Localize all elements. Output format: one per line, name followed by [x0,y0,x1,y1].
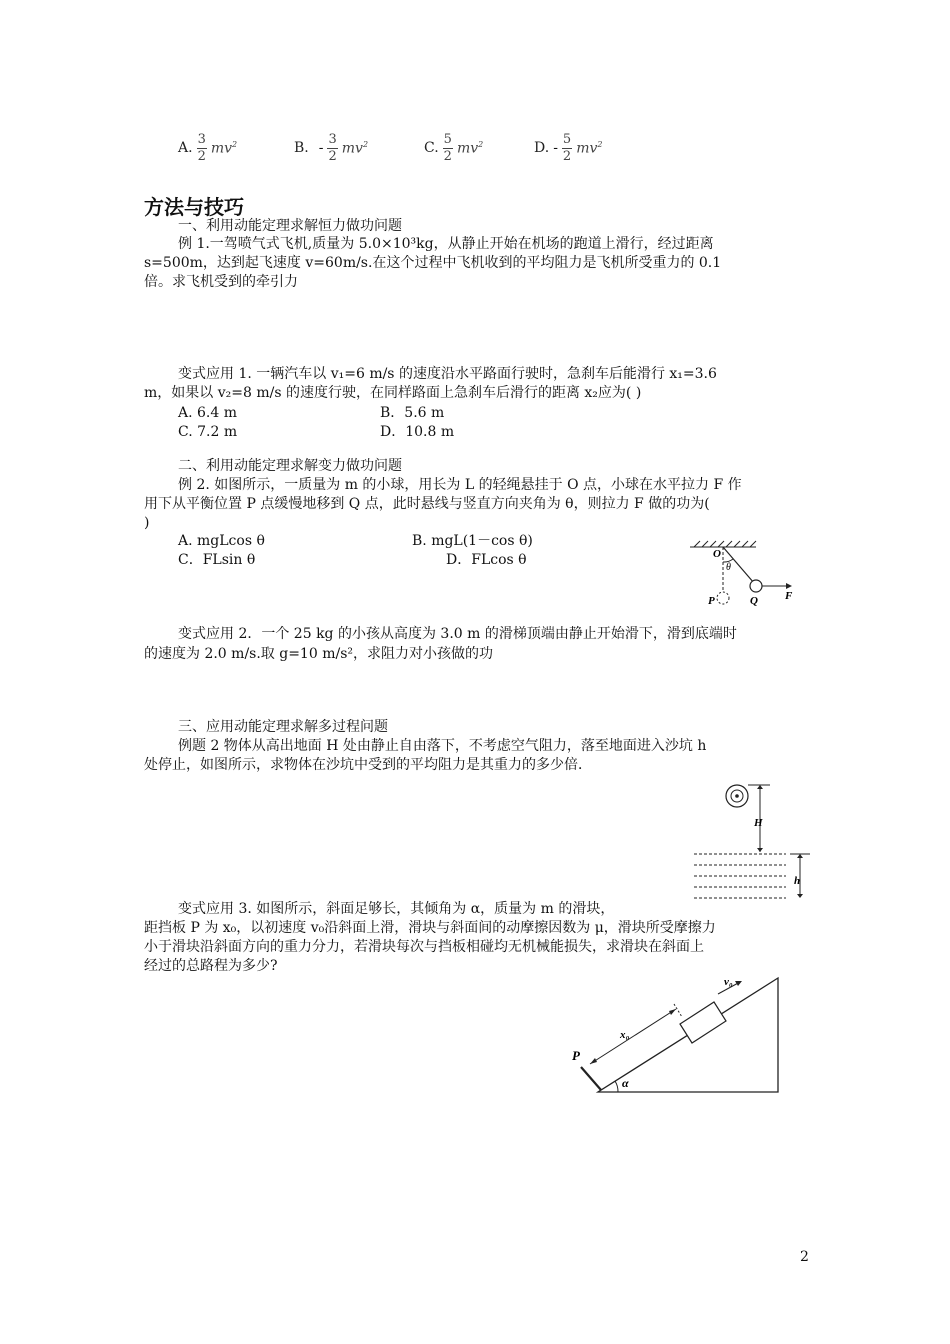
s2-example-line2: 用下从平衡位置 P 点缓慢地移到 Q 点，此时悬线与竖直方向夹角为 θ，则拉力 F 做的功为( [144,496,710,512]
force-arrowhead [786,583,792,589]
option-d-num: 5 [562,131,572,147]
option-d-sign: - [553,140,558,156]
small-h-arrow-up [797,854,803,858]
s1-example-line1: 例 1.一驾喷气式飞机,质量为 5.0×10³kg，从静止开始在机场的跑道上滑行，经过距离 [178,236,714,252]
option-d-fraction [562,132,572,165]
page-number: 2 [800,1249,809,1265]
s1-option-c: C. 7.2 m [178,424,238,440]
mv-text: mv [341,140,363,157]
option-c-label: C. [424,140,439,156]
s1-example-line2: s=500m，达到起飞速度 v=60m/s.在这个过程中飞机收到的平均阻力是飞机所受重力的 0.1 [144,255,722,271]
s1-variant-line1: 变式应用 1. 一辆汽车以 v₁=6 m/s 的速度沿水平路面行驶时，急刹车后能滑行 x₁=3.6 [178,366,717,382]
s3-variant-line4: 经过的总路程为多少? [144,958,278,974]
option-c-num: 5 [443,131,452,147]
label-o: O [713,548,721,560]
option-b [294,132,424,165]
s2-option-c: C．FLsin θ [178,552,256,568]
h-arrow-down [757,848,763,852]
s3-variant-line2: 距挡板 P 为 x₀，以初速度 v₀沿斜面上滑，滑块与斜面间的动摩擦因数为 μ，滑块所受摩擦力 [144,920,716,936]
s3-heading: 三、应用动能定理求解多过程问题 [178,719,388,735]
s2-option-b: B. mgL(1－cos θ) [412,533,533,549]
x0-dim-line [590,1009,676,1064]
s3-variant-line1: 变式应用 3. 如图所示，斜面足够长，其倾角为 α，质量为 m 的滑块， [178,901,615,917]
top-options-row [178,126,602,170]
x0-arrow-right [669,1009,676,1015]
s1-heading: 一、利用动能定理求解恒力做功问题 [178,218,402,234]
option-a-mv [211,140,237,157]
option-c-mv [457,140,483,157]
s1-example-line3: 倍。求飞机受到的牵引力 [144,274,298,290]
option-b-label: B. [294,140,309,156]
option-b-mv [342,140,368,157]
mv-text: mv [576,140,598,157]
incline-figure [568,964,788,1096]
label-alpha: α [622,1076,629,1090]
label-p: P [708,595,715,607]
s3-example-line2: 处停止，如图所示，求物体在沙坑中受到的平均阻力是其重力的多少倍． [144,757,592,773]
label-small-h: h [794,875,801,887]
option-a-fraction [197,132,207,165]
s2-option-a: A. mgLcos θ [178,533,265,549]
mv-exp: 2 [232,139,238,149]
option-b-num: 3 [328,131,337,147]
s2-example-line1: 例 2. 如图所示，一质量为 m 的小球，用长为 L 的轻绳悬挂于 O 点，小球在水平拉力 F 作 [178,477,742,493]
barrier-p [581,1067,601,1090]
s3-variant-line3: 小于滑块沿斜面方向的重力分力，若滑块每次与挡板相碰均无机械能损失，求滑块在斜面上 [144,939,704,955]
option-b-sign: - [318,140,324,156]
option-b-fraction [327,132,337,165]
mv-text: mv [456,140,479,157]
object-dot [735,794,739,798]
label-v0: v₀ [724,976,733,988]
option-c-den: 2 [443,148,452,164]
label-big-h: H [754,817,763,829]
label-theta: θ [726,562,731,573]
alpha-arc [615,1081,618,1092]
pendulum-figure [686,538,810,612]
label-f: F [785,590,793,602]
s2-option-d: D．FLcos θ [446,552,527,568]
s2-variant-line2: 的速度为 2.0 m/s.取 g=10 m/s²，求阻力对小孩做的功 [144,646,493,662]
label-q: Q [750,595,758,607]
x0-tick [674,1004,682,1017]
slider-block [680,1002,726,1043]
ball-p [717,592,729,604]
s1-option-a: A. 6.4 m [178,405,238,421]
s1-variant-line2: m，如果以 v₂=8 m/s 的速度行驶，在同样路面上急刹车后滑行的距离 x₂应为( ) [144,385,642,401]
s2-variant-line1: 变式应用 2．一个 25 kg 的小孩从高度为 3.0 m 的滑梯顶端由静止开始滑下，滑到底端时 [178,626,737,642]
x0-arrow-left [590,1058,597,1064]
s2-heading: 二、利用动能定理求解变力做功问题 [178,458,402,474]
s1-option-b: B．5.6 m [380,405,445,421]
option-a-den: 2 [197,148,206,164]
option-d-mv [576,140,602,157]
sand-lines [694,854,786,898]
option-a [178,132,294,165]
mv-exp: 2 [362,139,369,149]
option-d-label: D. [534,140,550,156]
section-title: 方法与技巧 [144,195,244,219]
small-h-arrow-down [797,894,803,898]
label-incline-p: P [572,1048,580,1063]
ceiling-hatch [690,541,756,547]
option-a-num: 3 [197,131,206,147]
v0-arrowhead [735,981,742,986]
option-d [534,132,602,165]
option-d-den: 2 [562,148,572,164]
sandpit-figure [690,772,814,906]
mv-text: mv [210,140,233,157]
mv-exp: 2 [478,139,484,149]
label-x0: x₀ [620,1029,630,1041]
option-c-fraction [443,132,453,165]
s1-option-d: D．10.8 m [380,424,455,440]
s3-example-line1: 例题 2 物体从高出地面 H 处由静止自由落下，不考虑空气阻力，落至地面进入沙坑 h [178,738,707,754]
ball-q [750,580,762,592]
h-arrow-up [757,785,763,789]
option-c [424,132,534,165]
option-b-den: 2 [328,148,337,164]
option-a-label: A. [178,140,193,156]
mv-exp: 2 [597,139,603,149]
s2-example-line3: ) [144,515,150,531]
